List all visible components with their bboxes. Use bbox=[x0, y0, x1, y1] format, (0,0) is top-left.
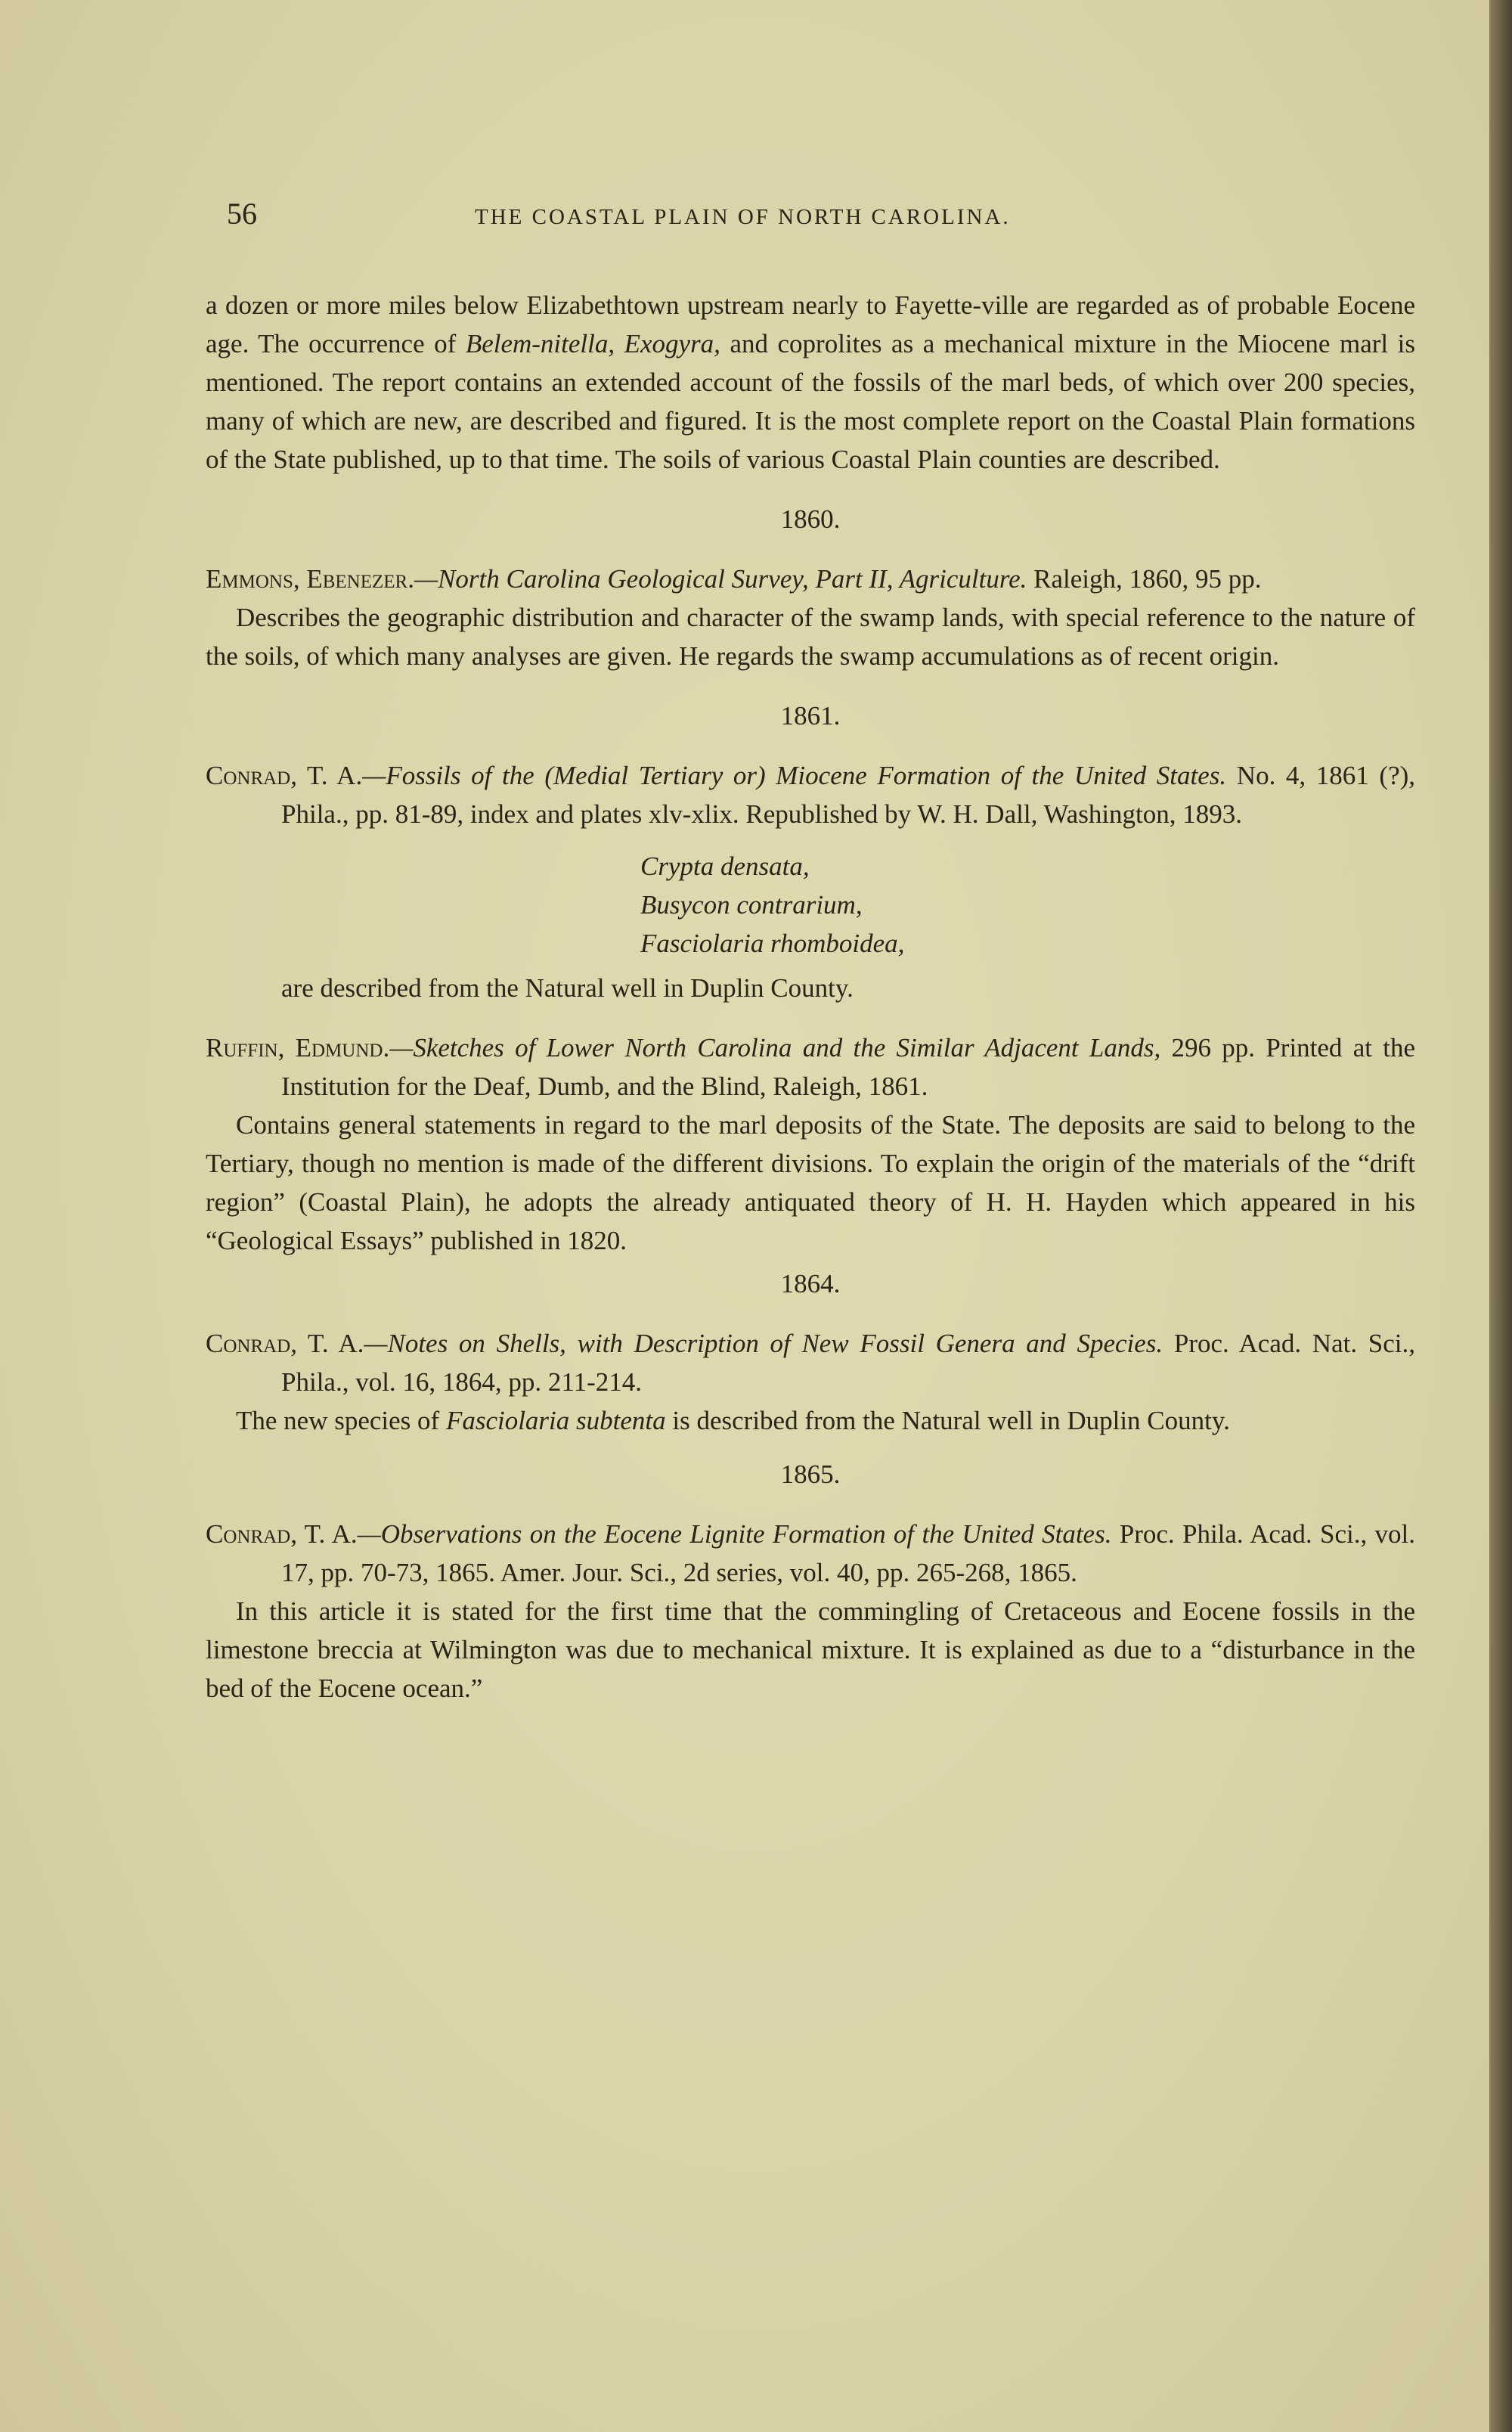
species-item: Fasciolaria rhomboidea, bbox=[640, 929, 905, 958]
page-edge-shadow bbox=[1489, 0, 1512, 2432]
species-list bbox=[640, 847, 1415, 963]
entry-citation: Proc. Acad. Nat. Sci., Phila., vol. 16, 1864, pp. 211-214. bbox=[281, 1329, 1415, 1397]
entry-italic-species: Fasciolaria subtenta bbox=[445, 1406, 666, 1435]
entry-author: Conrad, T. A. bbox=[206, 1329, 364, 1358]
entry-citation: Raleigh, 1860, 95 pp. bbox=[1027, 564, 1262, 594]
year-heading-1864: 1864. bbox=[780, 1269, 841, 1298]
page-number: 56 bbox=[227, 197, 257, 231]
entry-title: —Sketches of Lower North Carolina and the Similar Adjacent Lands, bbox=[389, 1033, 1161, 1062]
entry-description: Describes the geographic distribution and character of the swamp lands, with special reference to the nature of the soils, of which many analyses are given. He regards the swamp accumulations as of recent origin. bbox=[206, 603, 1415, 671]
page-body bbox=[206, 286, 1415, 1708]
entry-description: In this article it is stated for the first time that the commingling of Cretaceous and Eocene fossils in the limestone breccia at Wilmington was due to mechanical mixture. It is explained as due to a “disturbance in the bed of the Eocene ocean.” bbox=[206, 1596, 1415, 1703]
year-heading-1860: 1860. bbox=[780, 504, 841, 534]
entry-text: The new species of bbox=[236, 1406, 446, 1435]
bib-entry-ruffin-1861 bbox=[206, 1028, 1415, 1106]
year-heading-1861: 1861. bbox=[780, 701, 841, 731]
year-heading-1865: 1865. bbox=[780, 1460, 841, 1489]
bib-entry-conrad-1861 bbox=[206, 756, 1415, 833]
entry-title: —North Carolina Geological Survey, Part II, Agriculture. bbox=[414, 564, 1027, 594]
intro-text-1: a dozen or more miles below Elizabethtown upstream nearly to Fayette-ville are regarded as of probable Eocene age. The occurrence of bbox=[206, 290, 1415, 358]
entry-author: Conrad, T. A. bbox=[206, 761, 363, 790]
bib-entry-emmons-1860 bbox=[206, 560, 1415, 598]
bib-entry-conrad-1864 bbox=[206, 1324, 1415, 1401]
intro-text-2: and coprolites as a mechanical mixture in the Miocene marl is mentioned. The report contains an extended account of the fossils of the marl beds, of which over 200 species, many of which are new, are described and figured. It is the most complete report on the Coastal Plain formations of the State published, up to that time. The soils of various Coastal Plain counties are described. bbox=[206, 329, 1415, 474]
species-item: Crypta densata, bbox=[640, 852, 810, 881]
entry-citation: Proc. Phila. Acad. Sci., vol. 17, pp. 70-73, 1865. Amer. Jour. Sci., 2d series, vol. 40, pp. 265-268, 1865. bbox=[281, 1519, 1415, 1587]
species-item: Busycon contrarium, bbox=[640, 890, 863, 920]
entry-description bbox=[206, 1401, 1415, 1440]
running-title: THE COASTAL PLAIN OF NORTH CAROLINA. bbox=[475, 205, 1011, 229]
entry-citation: 296 pp. Printed at the Institution for the Deaf, Dumb, and the Blind, Raleigh, 1861. bbox=[281, 1033, 1415, 1101]
entry-citation: No. 4, 1861 (?), Phila., pp. 81-89, index and plates xlv-xlix. Republished by W. H. Dall, Washington, 1893. bbox=[281, 761, 1416, 829]
entry-title: —Fossils of the (Medial Tertiary or) Miocene Formation of the United States. bbox=[362, 761, 1227, 790]
entry-author: Emmons, Ebenezer. bbox=[206, 564, 414, 594]
entry-title: —Notes on Shells, with Description of New Fossil Genera and Species. bbox=[364, 1329, 1163, 1358]
entry-description: Contains general statements in regard to the marl deposits of the State. The deposits are said to belong to the Tertiary, though no mention is made of the different divisions. To explain the origin of the materials of the “drift region” (Coastal Plain), he adopts the already antiquated theory of H. H. Hayden which appeared in his “Geological Essays” published in 1820. bbox=[206, 1110, 1415, 1255]
entry-text: is described from the Natural well in Duplin County. bbox=[665, 1406, 1230, 1435]
running-header bbox=[0, 193, 1512, 238]
bib-entry-conrad-1865 bbox=[206, 1515, 1415, 1592]
entry-description: are described from the Natural well in Duplin County. bbox=[281, 973, 854, 1003]
intro-italic-genera: Belem-nitella, Exogyra, bbox=[465, 329, 720, 358]
entry-author: Conrad, T. A. bbox=[206, 1519, 358, 1549]
entry-author: Ruffin, Edmund. bbox=[206, 1033, 390, 1062]
entry-title: —Observations on the Eocene Lignite Formation of the United States. bbox=[357, 1519, 1112, 1549]
intro-paragraph bbox=[206, 286, 1415, 479]
